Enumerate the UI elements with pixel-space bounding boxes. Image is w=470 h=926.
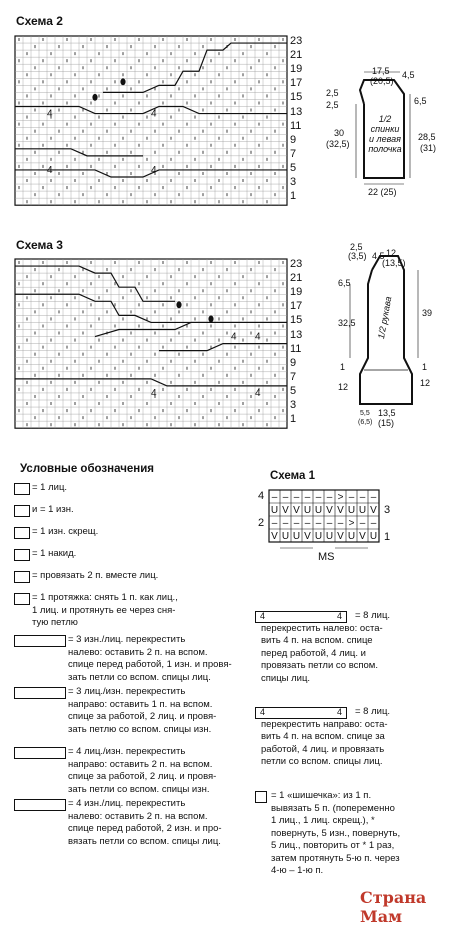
svg-text:U: U (314, 531, 323, 542)
legend-symbol-icon (14, 527, 30, 539)
sleeve-top-left-alt: (3,5) (348, 251, 367, 261)
scheme3-chart-grid (15, 259, 287, 429)
body-left-small-2: 2,5 (326, 100, 339, 110)
sleeve-cuff-right: 12 (420, 378, 431, 388)
row-number: 1 (290, 190, 297, 203)
cable-label: 4 (255, 387, 261, 399)
svg-text:V: V (370, 505, 377, 516)
svg-text:>: > (337, 492, 344, 503)
svg-text:V: V (304, 531, 311, 542)
svg-text:V: V (271, 531, 278, 542)
sleeve-schematic (320, 238, 470, 438)
row-number: 13 (290, 328, 303, 341)
legend-text: = 4 изн./лиц. перекрестить налево: оставить 2 п. на вспом. спице перед работой, 2 изн. и про- вязать петли со вспом. спицы лиц. (68, 798, 222, 847)
row-number: 19 (290, 63, 303, 76)
scheme1-title: Схема 1 (270, 470, 316, 482)
scheme2-title: Схема 2 (16, 14, 63, 28)
legend-text: = провязать 2 п. вместе лиц. (32, 570, 159, 581)
svg-text:>: > (348, 518, 355, 529)
svg-text:–: – (359, 492, 366, 503)
scheme1-row-label-2: 2 (258, 517, 265, 529)
sleeve-left-small: 6,5 (338, 278, 351, 288)
row-number: 5 (290, 161, 297, 174)
row-number: 19 (290, 286, 303, 299)
svg-text:V: V (359, 531, 366, 542)
body-piece-label: 1/2 спинки и левая полочка (368, 114, 402, 154)
svg-text:V: V (282, 505, 289, 516)
legend-text: = 8 лиц. перекрестить налево: оста- вить 4 п. на вспом. спице перед работой, 4 лиц. и провязать петли со вспом. спицы лиц. (261, 610, 391, 684)
svg-text:–: – (271, 492, 278, 503)
svg-text:–: – (326, 492, 333, 503)
cable-label: 4 (231, 331, 237, 343)
scheme2-chart-grid (15, 36, 287, 206)
svg-text:U: U (292, 531, 301, 542)
cable-label: 4 (47, 164, 53, 176)
row-number: 17 (290, 300, 303, 313)
svg-text:–: – (282, 492, 289, 503)
svg-text:U: U (358, 505, 367, 516)
sleeve-piece-label: 1/2 рукава (376, 295, 394, 340)
legend-symbol-icon (14, 549, 30, 561)
svg-text:V: V (293, 505, 300, 516)
svg-text:–: – (271, 518, 278, 529)
body-schematic (320, 66, 470, 216)
legend-text: = 1 протяжка: снять 1 п. как лиц., 1 лиц. и протянуть ее через сня- тую петлю (32, 592, 178, 628)
row-number: 11 (290, 342, 302, 355)
sleeve-bottom-dim: 13,5 (378, 408, 396, 418)
svg-text:–: – (304, 518, 311, 529)
legend-text: = 1 лиц. (32, 482, 68, 493)
legend-text: и = 1 изн. (32, 504, 74, 515)
svg-text:V: V (326, 505, 333, 516)
body-bottom-dim: 22 (25) (368, 187, 397, 197)
legend-text: = 1 «шишечка»: из 1 п. вывязать 5 п. (попеременно 1 лиц., 1 лиц. скрещ.), * повернуть, 5 изн., повернуть, 5 лиц., повторить от * 1 раз, затем протянуть 5-ю п. через 4-ю – 1-ю п. (271, 790, 401, 876)
row-number: 11 (290, 119, 302, 132)
scheme1-row-label-1: 1 (384, 531, 391, 543)
legend-text: = 3 лиц./изн. перекрестить направо: оставить 1 п. на вспом. спице за работой, 2 лиц. и провя- зать петлю со вспом. спицы изн. (68, 686, 217, 735)
scheme1-row-label-4: 4 (258, 490, 265, 502)
legend-symbol-icon (14, 593, 30, 605)
svg-text:–: – (337, 518, 344, 529)
svg-text:U: U (270, 505, 279, 516)
cable-label: 4 (255, 331, 261, 343)
svg-text:–: – (348, 492, 355, 503)
row-number: 9 (290, 356, 297, 369)
row-number: 23 (290, 258, 303, 270)
sleeve-cuff-left: 12 (338, 382, 349, 392)
sleeve-right-height: 39 (422, 308, 433, 318)
row-number: 1 (290, 413, 297, 426)
row-number: 9 (290, 133, 297, 146)
scheme1-ms-label: MS (318, 551, 335, 563)
row-number: 13 (290, 105, 303, 118)
legend-text: = 1 накид. (32, 548, 77, 559)
watermark: Страна Мам (360, 888, 427, 926)
svg-text:–: – (293, 492, 300, 503)
scheme1-chart-grid (269, 490, 381, 542)
legend-symbol-label: 4 (260, 707, 266, 717)
legend-symbol-icon (14, 799, 66, 811)
body-top-dim-alt: (20,5) (370, 76, 394, 86)
body-left-height-alt: (32,5) (326, 139, 350, 149)
svg-text:–: – (293, 518, 300, 529)
row-number: 3 (290, 399, 297, 411)
sleeve-top-mid: 4,5 (372, 251, 385, 261)
row-number: 21 (290, 49, 303, 62)
row-number: 17 (290, 77, 303, 90)
legend-symbol-icon (14, 483, 30, 495)
legend-symbol-icon (14, 635, 66, 647)
svg-text:–: – (370, 518, 377, 529)
svg-text:U: U (303, 505, 312, 516)
body-right-small: 6,5 (414, 96, 427, 106)
legend-symbol-icon (14, 505, 30, 517)
sleeve-bottom-left: 5,5 (360, 410, 370, 417)
legend-title: Условные обозначения (20, 463, 155, 475)
row-number: 23 (290, 35, 303, 47)
sleeve-bottom-dim-alt: (15) (378, 418, 395, 428)
sleeve-bottom-left-alt: (6,5) (358, 419, 373, 426)
svg-text:U: U (281, 531, 290, 542)
svg-text:–: – (315, 518, 322, 529)
row-number: 15 (290, 314, 303, 327)
body-right-height: 28,5 (418, 132, 436, 142)
legend-symbol-label: 4 (260, 611, 266, 621)
cable-label: 4 (151, 164, 157, 176)
sleeve-cuff-left-small: 1 (340, 362, 346, 372)
svg-text:U: U (314, 505, 323, 516)
body-shoulder-dim: 4,5 (402, 70, 415, 80)
legend-symbol-icon (14, 747, 66, 759)
scheme3-title: Схема 3 (16, 238, 63, 252)
cable-label: 4 (151, 108, 157, 120)
cable-label: 4 (47, 108, 53, 120)
body-right-height-alt: (31) (420, 143, 437, 153)
svg-text:–: – (370, 492, 377, 503)
row-number: 5 (290, 384, 297, 397)
scheme1-row-label-3: 3 (384, 504, 391, 516)
svg-text:U: U (347, 505, 356, 516)
legend-symbol-label: 4 (336, 707, 342, 717)
legend-symbol-icon (14, 571, 30, 583)
sleeve-left-height: 32,5 (338, 318, 356, 328)
body-top-dim: 17,5 (372, 66, 390, 76)
sleeve-top-right-alt: (13,5) (382, 258, 406, 268)
svg-text:U: U (369, 531, 378, 542)
legend-text: = 1 изн. скрещ. (32, 526, 99, 537)
svg-text:–: – (326, 518, 333, 529)
legend-text: = 4 лиц./изн. перекрестить направо: оставить 2 п. на вспом. спице за работой, 2 лиц. и провя- зать петли со вспом. спицы изн. (68, 746, 217, 795)
legend-text: = 3 изн./лиц. перекрестить налево: оставить 2 п. на вспом. спице перед работой, 1 изн. и провя- зать петли со вспом. спицы лиц. (68, 634, 232, 683)
body-left-small-1: 2,5 (326, 88, 339, 98)
row-number: 3 (290, 176, 297, 188)
row-number: 7 (290, 147, 297, 160)
sleeve-cuff-right-small: 1 (422, 362, 428, 372)
svg-text:U: U (325, 531, 334, 542)
legend-symbol-icon (14, 687, 66, 699)
svg-text:–: – (282, 518, 289, 529)
sleeve-top-right: 12 (386, 248, 397, 258)
body-left-height: 30 (334, 128, 345, 138)
svg-text:U: U (347, 531, 356, 542)
svg-text:–: – (304, 492, 311, 503)
svg-text:V: V (337, 505, 344, 516)
svg-text:–: – (359, 518, 366, 529)
legend-symbol-label: 4 (336, 611, 342, 621)
svg-text:–: – (315, 492, 322, 503)
sleeve-top-left: 2,5 (350, 242, 363, 252)
svg-text:V: V (337, 531, 344, 542)
cable-label: 4 (151, 387, 157, 399)
legend-symbol-icon (255, 791, 267, 803)
row-number: 7 (290, 370, 297, 383)
row-number: 15 (290, 91, 303, 104)
legend-text: = 8 лиц. перекрестить направо: оста- вить 4 п. на вспом. спице за работой, 4 лиц. и провязать петли со вспом. спицы лиц. (261, 706, 391, 767)
row-number: 21 (290, 272, 303, 285)
